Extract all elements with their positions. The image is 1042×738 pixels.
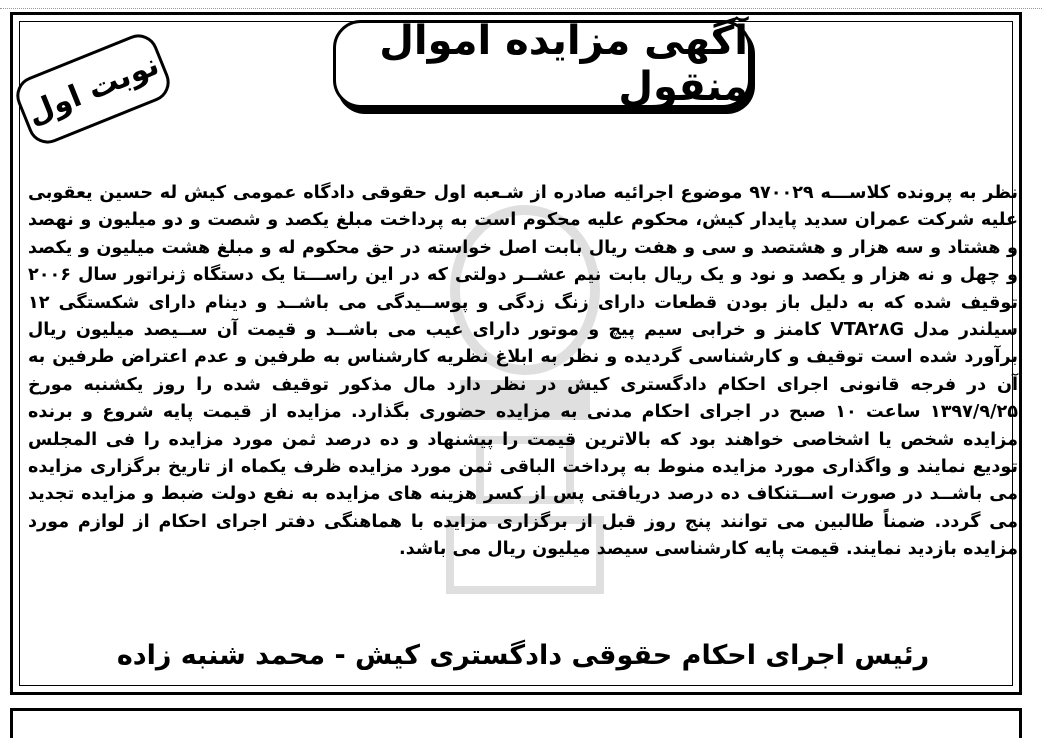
notice-title: آگهی مزایده اموال منقول xyxy=(379,18,748,110)
title-banner xyxy=(333,20,751,108)
round-badge-label: نوبت اول xyxy=(22,46,164,132)
notice-body: نظر به پرونده کلاســـه ۹۷۰۰۲۹ موضوع اجرائیه صادره از شـعبه اول حقوقی دادگاه عمومی کیش له حسین یعقوبی علیه شرکت عمران سدید پایدار کیش، محکوم علیه محکوم است به پرداخت مبلغ یکصد و شصت و دو میلیون و نهصد و هشتاد و سه هزار و هشتصد و سی و هفت ریال بابت اصل خواسته در حق محکوم له و مبلغ هشت میلیون و یکصد و چهل و نه هزار و یکصد و نود و یک ریال بابت نیم عشــر دولتی که در این راســـتا یک دستگاه ژنراتور سال ۲۰۰۶ توقیف شده که به دلیل باز بودن قطعات دارای زنگ زدگی و پوســیدگی می باشــد و دینام دارای شکستگی ۱۲ سیلندر مدل VTA۲۸G کامنز و خرابی سیم پیچ و موتور دارای عیب می باشــد و قیمت آن ســیصد میلیون ریال برآورد شده است توقیف و کارشناسی گردیده و نظر به ابلاغ نظریه کارشناس به طرفین و عدم اعتراض طرفین به آن در فرجه قانونی اجرای احکام دادگستری کیش در نظر دارد مال مذکور توقیف شده را روز یکشنبه مورخ ۱۳۹۷/۹/۲۵ ساعت ۱۰ صبح در اجرای احکام مدنی به مزایده حضوری بگذارد. مزایده از قیمت پایه شروع و برنده مزایده شخص یا اشخاصی خواهند بود که بالاترین قیمت را پیشنهاد و ده درصد ثمن مورد مزایده را فی المجلس تودیع نمایند و واگذاری مورد مزایده منوط به پرداخت الباقی ثمن مورد مزایده ظرف یکماه از تاریخ برگزاری مزایده می باشــد در صورت اســتنکاف ده درصد دریافتی پس از کسر هزینه های مزایده به نفع دولت ضبط و مزایده تجدید می گردد. ضمناً طالبین می توانند پنج روز قبل از برگزاری مزایده با هماهنگی دفتر اجرای احکام از لوازم مورد مزایده بازدید نمایند. قیمت پایه کارشناسی سیصد میلیون ریال می باشد. xyxy=(28,183,1018,560)
notice-signature: رئیس اجرای احکام حقوقی دادگستری کیش - محمد شنبه زاده xyxy=(116,640,930,671)
top-rule xyxy=(0,0,1042,9)
next-notice-frame-edge xyxy=(10,708,1022,738)
